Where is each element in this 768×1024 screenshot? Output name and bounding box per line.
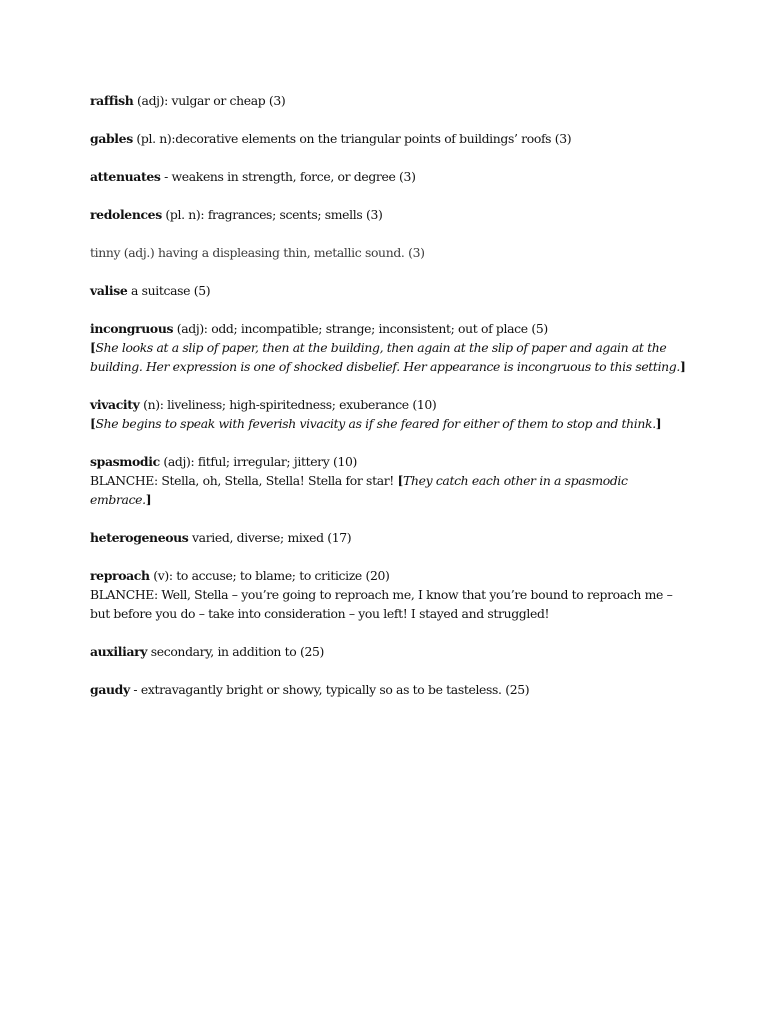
bracket-close: ] (655, 416, 662, 431)
entry-vivacity (90, 395, 690, 433)
term: tinny (90, 245, 121, 260)
bracket-open: [ (397, 473, 404, 488)
bracket-close: ] (679, 359, 686, 374)
definition: (pl. n):decorative elements on the triangular points of buildings’ roofs (3) (132, 131, 572, 146)
term: gables (90, 131, 133, 146)
entry-gaudy (90, 680, 690, 699)
term: reproach (90, 568, 150, 583)
definition: (adj): vulgar or cheap (3) (133, 93, 286, 108)
term: redolences (90, 207, 162, 222)
term: incongruous (90, 321, 174, 336)
entry-redolences (90, 205, 690, 224)
dialogue: BLANCHE: Well, Stella – you’re going to reproach me, I know that you’re bound to reproach me – but before you do – take into consideration – you left! I stayed and struggled! (90, 587, 673, 621)
definition: varied, diverse; mixed (17) (188, 530, 352, 545)
quote-line (90, 414, 690, 433)
term: vivacity (90, 397, 140, 412)
definition: - weakens in strength, force, or degree (3) (160, 169, 416, 184)
stage-direction: She begins to speak with feverish vivacity as if she feared for either of them to stop and think. (95, 416, 656, 431)
entry-valise (90, 281, 690, 300)
vocabulary-list (90, 91, 690, 718)
entry-auxiliary (90, 642, 690, 661)
term: auxiliary (90, 644, 148, 659)
term: spasmodic (90, 454, 160, 469)
entry-heterogeneous (90, 528, 690, 547)
term: attenuates (90, 169, 161, 184)
definition: a suitcase (5) (127, 283, 211, 298)
definition: (adj): odd; incompatible; strange; inconsistent; out of place (5) (173, 321, 548, 336)
term: raffish (90, 93, 134, 108)
entry-gables (90, 129, 690, 148)
definition: (adj.) having a displeasing thin, metallic sound. (3) (120, 245, 425, 260)
definition: (pl. n): fragrances; scents; smells (3) (161, 207, 383, 222)
definition: (n): liveliness; high-spiritedness; exuberance (10) (139, 397, 437, 412)
stage-direction: She looks at a slip of paper, then at the building, then again at the slip of paper and again at the building. Her expression is one of shocked disbelief. Her appearance is incongruous to this setting. (90, 340, 680, 374)
bracket-open: [ (90, 416, 96, 431)
term: valise (90, 283, 128, 298)
term: gaudy (90, 682, 130, 697)
quote-line (90, 471, 690, 509)
entry-tinny (90, 243, 690, 262)
bracket-open: [ (90, 340, 96, 355)
definition: (v): to accuse; to blame; to criticize (20) (149, 568, 390, 583)
dialogue: BLANCHE: Stella, oh, Stella, Stella! Stella for star! (90, 473, 398, 488)
stage-direction: They catch each other in a spasmodic embrace. (90, 473, 628, 507)
definition: secondary, in addition to (25) (147, 644, 325, 659)
entry-attenuates (90, 167, 690, 186)
entry-incongruous (90, 319, 690, 376)
entry-reproach (90, 566, 690, 623)
entry-spasmodic (90, 452, 690, 509)
definition: (adj): fitful; irregular; jittery (10) (159, 454, 358, 469)
term: heterogeneous (90, 530, 189, 545)
definition: - extravagantly bright or showy, typically so as to be tasteless. (25) (129, 682, 530, 697)
bracket-close: ] (145, 492, 152, 507)
entry-raffish (90, 91, 690, 110)
quote-line (90, 338, 690, 376)
